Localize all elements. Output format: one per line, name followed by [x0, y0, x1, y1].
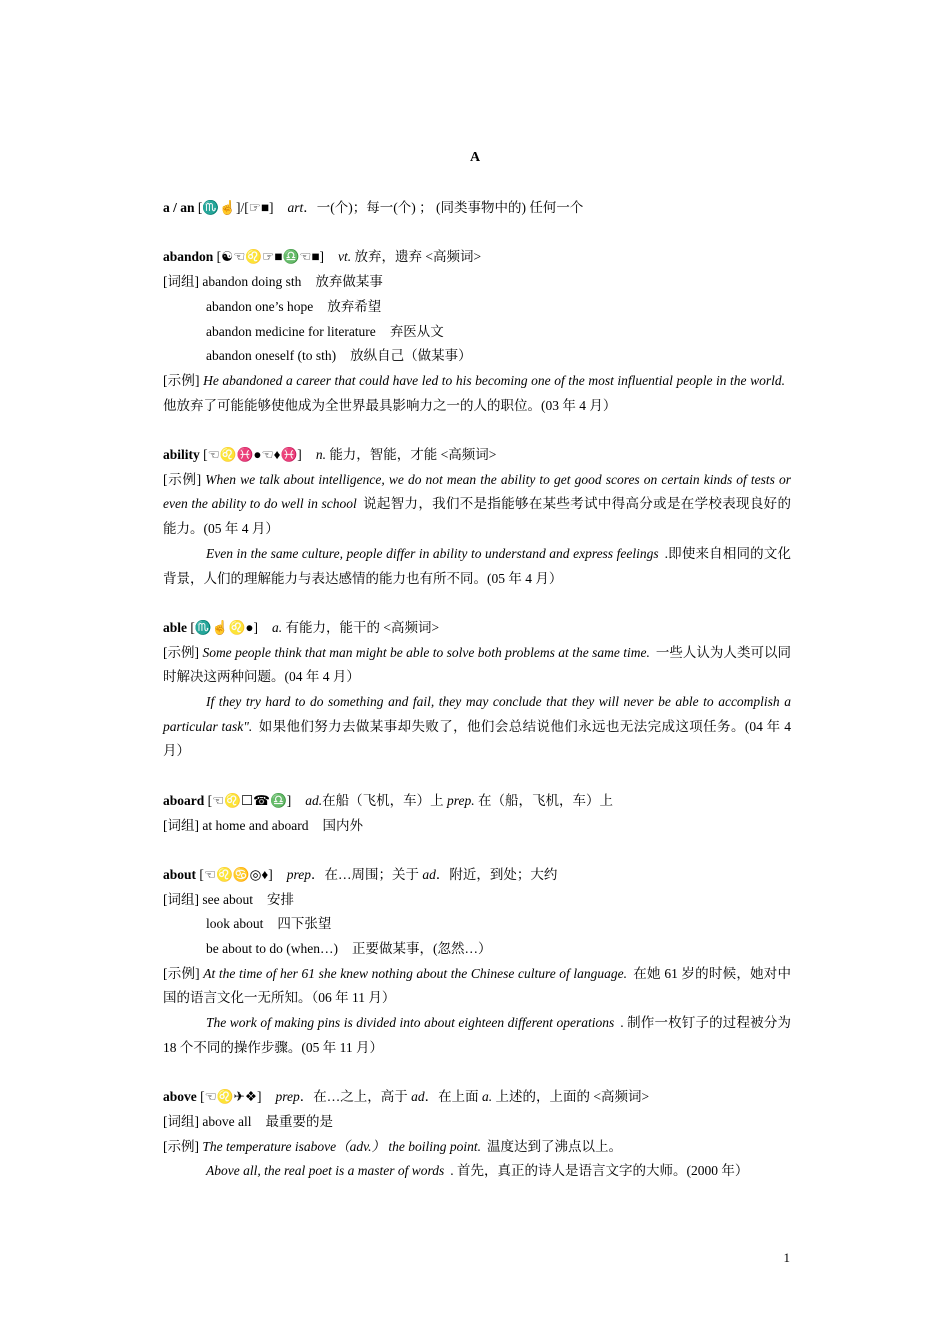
example-label: [示例] — [163, 1138, 199, 1154]
phrase-english: abandon one’s hope — [206, 298, 314, 314]
phrase-line — [163, 937, 791, 962]
example-english: Some people think that man might be able to solve both problems at the same time. — [202, 644, 650, 660]
phrases-label: [词组] — [163, 891, 199, 907]
example-label: [示例] — [163, 644, 200, 660]
definition-text: 能力，智能，才能 <高频词> — [325, 447, 497, 462]
example-english: When we talk about intelligence, we do not mean the ability to get good scores on certain kinds of tests or even the ability to do well in school — [163, 471, 792, 512]
headword: about — [163, 866, 197, 882]
part-of-speech: n. — [315, 447, 326, 462]
example-chinese: 如果他们努力去做某事却失败了，他们会总结说他们永远也无法完成这项任务。(04 年 4 月） — [163, 718, 791, 759]
example-line — [163, 468, 791, 542]
example-line — [163, 542, 791, 591]
part-of-speech: prep. — [447, 792, 475, 808]
entry-headline — [163, 245, 791, 270]
part-of-speech: a. — [271, 619, 283, 635]
example-chinese: 温度达到了沸点以上。 — [486, 1138, 622, 1154]
phrase-chinese: 弃医从文 — [389, 323, 444, 339]
example-chinese: . 制作一枚钉子的过程被分为 18 个不同的操作步骤。(05 年 11 月） — [163, 1015, 791, 1055]
part-of-speech: ad — [422, 866, 436, 882]
dictionary-entry — [163, 245, 791, 418]
phonetic: [☜♌✈❖] — [200, 1089, 262, 1105]
example-chinese: 他放弃了可能能够使他成为全世界最具影响力之一的人的职位。(03 年 4 月） — [163, 397, 617, 413]
example-english: The work of making pins is divided into about eighteen different operations — [206, 1015, 615, 1031]
phrase-line — [163, 320, 791, 345]
example-english: Even in the same culture, people differ in ability to understand and express feelings — [206, 545, 659, 561]
phrases-label: [词组] — [163, 274, 199, 290]
phrase-english: at home and aboard — [202, 817, 309, 833]
phrase-english: abandon oneself (to sth) — [206, 348, 337, 364]
example-label: [示例] — [163, 471, 202, 487]
entry-headline — [163, 616, 791, 641]
phonetic: [♏☝]/[☞■] — [197, 200, 274, 215]
dictionary-entry — [163, 443, 791, 591]
page-number: 1 — [783, 1250, 790, 1265]
phrase-english: above all — [202, 1113, 252, 1129]
phonetic: [☯☜♌☞■♎☜■] — [216, 249, 324, 265]
example-chinese: 在她 61 岁的时候，她对中国的语言文化一无所知。（06 年 11 月） — [163, 965, 792, 1006]
part-of-speech: vt. — [338, 249, 352, 265]
example-label: [示例] — [163, 965, 200, 981]
phrase-english: abandon doing sth — [202, 274, 302, 290]
definition-text: 在（船，飞机，车）上 — [474, 792, 614, 808]
phrases-label: [词组] — [163, 817, 199, 833]
phrase-chinese: 安排 — [266, 891, 294, 907]
dictionary-entry — [163, 789, 791, 838]
definition-text: 有能力，能干的 <高频词> — [282, 619, 440, 635]
headword: ability — [163, 447, 200, 462]
section-letter: A — [469, 150, 481, 165]
phrase-english: be about to do (when…) — [206, 941, 338, 957]
dictionary-entry — [163, 616, 791, 764]
headword: a / an — [163, 200, 195, 215]
definition-text: ．在…之上，高于 — [299, 1089, 412, 1105]
example-line — [163, 690, 791, 764]
example-line — [163, 641, 791, 690]
dictionary-entry — [163, 863, 791, 1061]
example-chinese: . 首先，真正的诗人是语言文字的大师。(2000 年） — [450, 1163, 749, 1179]
headword: aboard — [163, 792, 205, 808]
phrase-chinese: 四下张望 — [277, 916, 332, 932]
phrase-chinese: 最重要的是 — [265, 1113, 333, 1129]
example-line — [163, 1135, 791, 1160]
definition-text: 放弃，遗弃 <高频词> — [351, 249, 482, 265]
entry-headline — [163, 863, 791, 888]
phrase-chinese: 放弃做某事 — [315, 274, 383, 290]
phrase-chinese: 放弃希望 — [327, 298, 382, 314]
example-chinese: 一些人认为人类可以同时解决这两种问题。(04 年 4 月） — [163, 644, 791, 685]
example-english: He abandoned a career that could have led to his becoming one of the most influential people in the world. — [203, 372, 785, 388]
definition-text: 上述的，上面的 <高频词> — [492, 1089, 650, 1105]
phrase-line — [163, 888, 791, 913]
phrase-line — [163, 912, 791, 937]
phrase-english: abandon medicine for literature — [206, 323, 376, 339]
example-english: The temperature isabove（adv.） the boiling point. — [202, 1138, 481, 1154]
part-of-speech: art — [287, 200, 304, 215]
part-of-speech: a. — [481, 1089, 493, 1105]
example-line — [163, 369, 791, 418]
example-line — [163, 1159, 791, 1184]
phrase-chinese: 放纵自己（做某事） — [350, 348, 472, 364]
phonetic: [☜♌♓●☜♦♓] — [203, 447, 302, 462]
part-of-speech: ad — [411, 1089, 425, 1105]
phonetic: [☜♌☐☎♎] — [207, 792, 292, 808]
phrase-chinese: 国内外 — [322, 817, 363, 833]
example-label: [示例] — [163, 372, 200, 388]
dictionary-content — [163, 196, 791, 1209]
example-english: Above all, the real poet is a master of words — [206, 1163, 445, 1179]
example-line — [163, 962, 791, 1011]
example-line — [163, 1011, 791, 1060]
entry-headline — [163, 196, 791, 221]
phrase-line — [163, 295, 791, 320]
headword: able — [163, 619, 188, 635]
headword: above — [163, 1089, 197, 1105]
definition-text: 在船（飞机，车）上 — [322, 792, 448, 808]
headword: abandon — [163, 249, 214, 265]
entry-headline — [163, 789, 791, 814]
definition-text: ．附近，到处；大约 — [435, 866, 558, 882]
example-english: If they try hard to do something and fail, they may conclude that they will never be able to accomplish a particular task". — [163, 694, 791, 734]
phrase-chinese: 正要做某事，(忽然…） — [351, 941, 492, 957]
phrase-line — [163, 344, 791, 369]
dictionary-entry — [163, 1085, 791, 1184]
example-chinese: 说起智力，我们不是指能够在某些考试中得高分或是在学校表现良好的能力。(05 年 4 月） — [163, 496, 791, 537]
phonetic: [☜♌♋◎♦] — [199, 866, 273, 882]
definition-text: ．在…周围；关于 — [311, 866, 423, 882]
phrase-english: look about — [206, 916, 264, 932]
entry-headline — [163, 1085, 791, 1110]
phrase-line — [163, 270, 791, 295]
definition-text: ．在上面 — [424, 1089, 482, 1105]
part-of-speech: ad. — [305, 792, 323, 808]
part-of-speech: prep — [286, 866, 312, 882]
dictionary-entry — [163, 196, 791, 221]
definition-text: ．一(个)；每一(个) ； (同类事物中的) 任何一个 — [303, 200, 584, 215]
entry-headline — [163, 443, 791, 468]
phrase-english: see about — [202, 891, 253, 907]
example-english: At the time of her 61 she knew nothing about the Chinese culture of language. — [203, 965, 628, 981]
example-chinese: .即使来自相同的文化背景，人们的理解能力与表达感情的能力也有所不同。(05 年 4 月） — [163, 545, 791, 586]
phrase-line — [163, 1110, 791, 1135]
part-of-speech: prep — [275, 1089, 300, 1105]
phrase-line — [163, 814, 791, 839]
phonetic: [♏☝♌●] — [190, 619, 258, 635]
phrases-label: [词组] — [163, 1113, 199, 1129]
